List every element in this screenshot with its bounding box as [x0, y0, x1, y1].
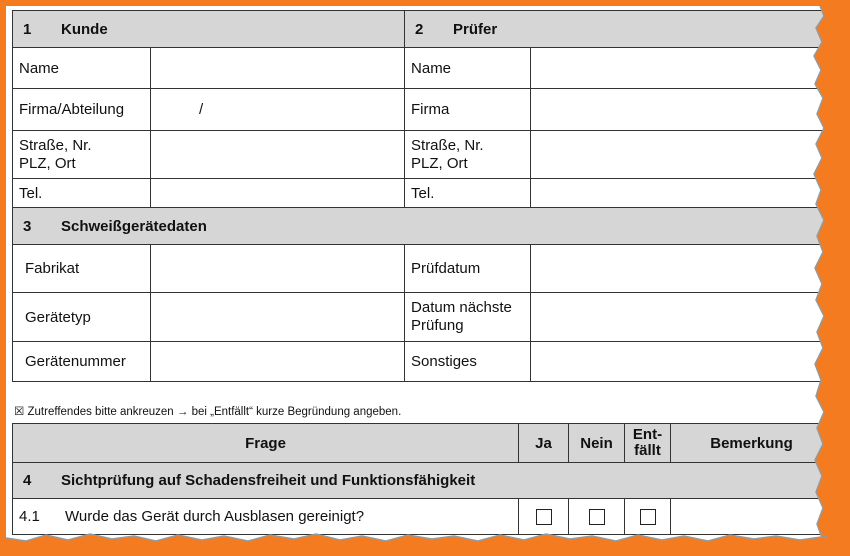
- field-pruefer-adresse[interactable]: [531, 131, 828, 179]
- label-pruefer-firma: Firma: [405, 89, 531, 131]
- field-geraetetyp[interactable]: [151, 293, 405, 342]
- label-geraetetyp: Gerätetyp: [13, 293, 151, 342]
- label-pruefer-tel: Tel.: [405, 179, 531, 208]
- section-header-sichtpruefung: [13, 463, 829, 499]
- label-sonstiges: Sonstiges: [405, 342, 531, 382]
- column-header-frage: Frage: [13, 424, 519, 463]
- label-kunde-name: Name: [13, 48, 151, 89]
- column-header-nein: Nein: [569, 424, 625, 463]
- label-kunde-tel: Tel.: [13, 179, 151, 208]
- section-number: 1: [23, 20, 32, 38]
- section-title: Schweißgerätedaten: [61, 217, 207, 235]
- question-number: 4.1: [19, 508, 40, 525]
- customer-inspector-device-table: [12, 10, 828, 382]
- firma-separator: /: [199, 101, 204, 118]
- label-kunde-firma: Firma/Abteilung: [13, 89, 151, 131]
- section-header-kunde: [13, 11, 405, 48]
- field-kunde-tel[interactable]: [151, 179, 405, 208]
- label-naechste-pruefung: [405, 293, 531, 342]
- label-kunde-adresse: [13, 131, 151, 179]
- label-pruefer-adresse: [405, 131, 531, 179]
- section-title: Prüfer: [453, 20, 498, 38]
- question-text: Wurde das Gerät durch Ausblasen gereinigt?: [65, 508, 365, 525]
- label-pruefer-name: Name: [405, 48, 531, 89]
- column-header-ja: Ja: [519, 424, 569, 463]
- label-naechste-line1: Datum nächste: [411, 299, 512, 316]
- field-geraetenummer[interactable]: [151, 342, 405, 382]
- section-title: Kunde: [61, 20, 108, 38]
- field-kunde-adresse[interactable]: [151, 131, 405, 179]
- label-geraetenummer: Gerätenummer: [13, 342, 151, 382]
- field-pruefdatum[interactable]: [531, 245, 828, 293]
- checkbox-entfaellt[interactable]: [640, 509, 656, 525]
- torn-edge-right: [802, 6, 828, 546]
- field-sonstiges[interactable]: [531, 342, 828, 382]
- field-pruefer-firma[interactable]: [531, 89, 828, 131]
- label-plz: PLZ, Ort: [19, 154, 76, 172]
- section-header-pruefer: [405, 11, 828, 48]
- field-pruefer-tel[interactable]: [531, 179, 828, 208]
- field-kunde-name[interactable]: [151, 48, 405, 89]
- label-fabrikat: Fabrikat: [13, 245, 151, 293]
- section-number: 2: [415, 20, 424, 38]
- section-title: Sichtprüfung auf Schadensfreiheit und Funktionsfähigkeit: [61, 472, 476, 489]
- entfaellt-line1: Ent-: [632, 426, 663, 443]
- checkbox-ja[interactable]: [536, 509, 552, 525]
- label-pruefdatum: Prüfdatum: [405, 245, 531, 293]
- checkbox-nein[interactable]: [589, 509, 605, 525]
- entfaellt-line2: fällt: [634, 442, 661, 459]
- section-header-geraet: [13, 208, 829, 245]
- question-table: [12, 423, 828, 535]
- field-pruefer-name[interactable]: [531, 48, 828, 89]
- field-fabrikat[interactable]: [151, 245, 405, 293]
- instruction-note: ☒ Zutreffendes bitte ankreuzen → bei „Entfällt“ kurze Begründung angeben.: [14, 406, 402, 418]
- column-header-entfaellt: [625, 424, 671, 463]
- label-naechste-line2: Prüfung: [411, 317, 464, 334]
- section-number: 4: [23, 472, 32, 489]
- label-strasse: Straße, Nr.: [411, 136, 484, 154]
- label-strasse: Straße, Nr.: [19, 136, 92, 154]
- section-number: 3: [23, 217, 32, 235]
- column-header-bemerkung: Bemerkung: [671, 424, 829, 463]
- form-page: [6, 6, 828, 546]
- label-plz: PLZ, Ort: [411, 154, 468, 172]
- torn-edge-bottom: [6, 528, 828, 546]
- field-kunde-firma[interactable]: [151, 89, 405, 131]
- field-naechste-pruefung[interactable]: [531, 293, 828, 342]
